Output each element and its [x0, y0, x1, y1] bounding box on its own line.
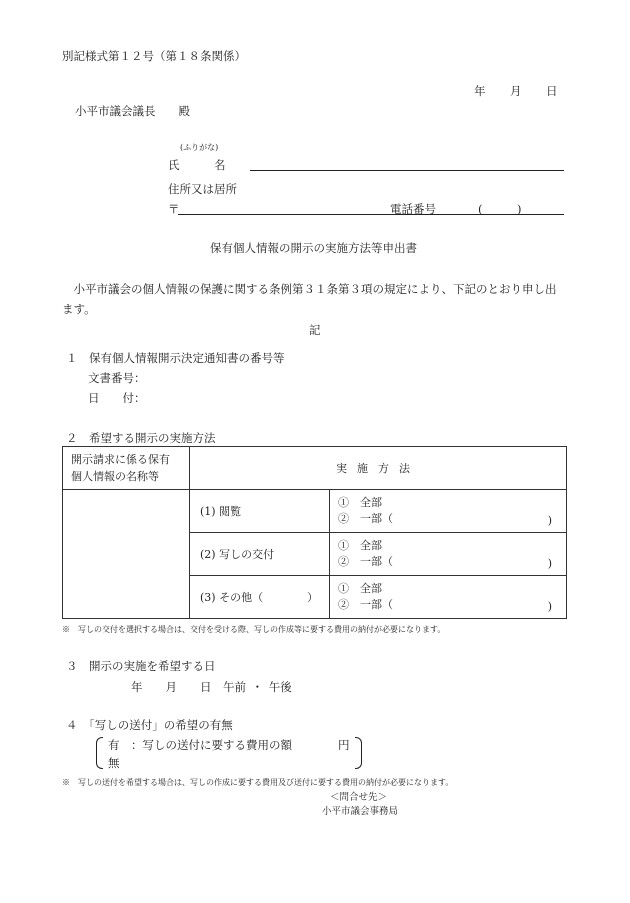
address-field-line[interactable] — [178, 214, 564, 215]
section2-note: ※ 写しの交付を選択する場合は、交付を受ける際、写しの作成等に要する費用の納付が必要になります。 — [62, 625, 446, 634]
phone-paren: ( ) — [478, 202, 522, 216]
left-bracket — [96, 737, 103, 769]
date-day-label: 日 — [546, 84, 558, 98]
form-id: 別記様式第１２号（第１８条関係） — [62, 49, 246, 63]
name-label: 氏 名 — [168, 158, 226, 172]
info-name-cell[interactable] — [63, 490, 190, 619]
methods-table — [62, 446, 567, 619]
furigana-label: (ふりがな) — [180, 143, 219, 152]
date-month-label: 月 — [510, 84, 522, 98]
method-label-copy: (2) 写しの交付 — [190, 533, 330, 576]
table-header-left: 開示請求に係る保有 個人情報の名称等 — [63, 447, 190, 490]
phone-label: 電話番号 — [390, 202, 436, 216]
postal-mark: 〒 — [168, 202, 180, 216]
right-bracket — [355, 737, 362, 769]
method-options-view[interactable]: ① 全部 ② 一部（ ) — [330, 490, 567, 533]
ki-label: 記 — [309, 323, 321, 337]
doc-number-label: 文書番号： — [88, 371, 146, 385]
send-no-line: 無 — [108, 756, 120, 770]
section3-date-line: 年 月 日 午前 ・ 午後 — [131, 680, 292, 694]
method-label-other: (3) その他（ ） — [190, 576, 330, 619]
section3-heading: ３ 開示の実施を希望する日 — [66, 659, 216, 673]
section2-heading: ２ 希望する開示の実施方法 — [66, 431, 216, 445]
section1-heading: １ 保有個人情報開示決定通知書の番号等 — [66, 351, 285, 365]
document-title: 保有個人情報の開示の実施方法等申出書 — [210, 241, 417, 255]
method-label-view: (1) 閲覧 — [190, 490, 330, 533]
method-options-other[interactable]: ① 全部 ② 一部（ ) — [330, 576, 567, 619]
method-options-copy[interactable]: ① 全部 ② 一部（ ) — [330, 533, 567, 576]
doc-date-label: 日 付： — [88, 391, 146, 405]
contact-org: 小平市議会事務局 — [322, 806, 399, 817]
section4-heading: ４ 「写しの送付」の希望の有無 — [66, 718, 233, 732]
contact-label: ＜問合せ先＞ — [330, 792, 388, 803]
intro-line-1: 小平市議会の個人情報の保護に関する条例第３１条第３項の規定により、下記のとおり申し出 — [62, 282, 557, 296]
intro-line-2: ます。 — [62, 302, 96, 316]
send-yes-line: 有 ：写しの送付に要する費用の額 円 — [108, 738, 350, 752]
addressee: 小平市議会議長 殿 — [75, 104, 190, 118]
address-label: 住所又は居所 — [168, 182, 237, 196]
name-field-line[interactable] — [250, 170, 564, 171]
table-header-right: 実施方法 — [190, 447, 567, 490]
section4-note: ※ 写しの送付を希望する場合は、写しの作成に要する費用及び送付に要する費用の納付が必要になります。 — [62, 778, 454, 787]
date-year-label: 年 — [474, 84, 486, 98]
